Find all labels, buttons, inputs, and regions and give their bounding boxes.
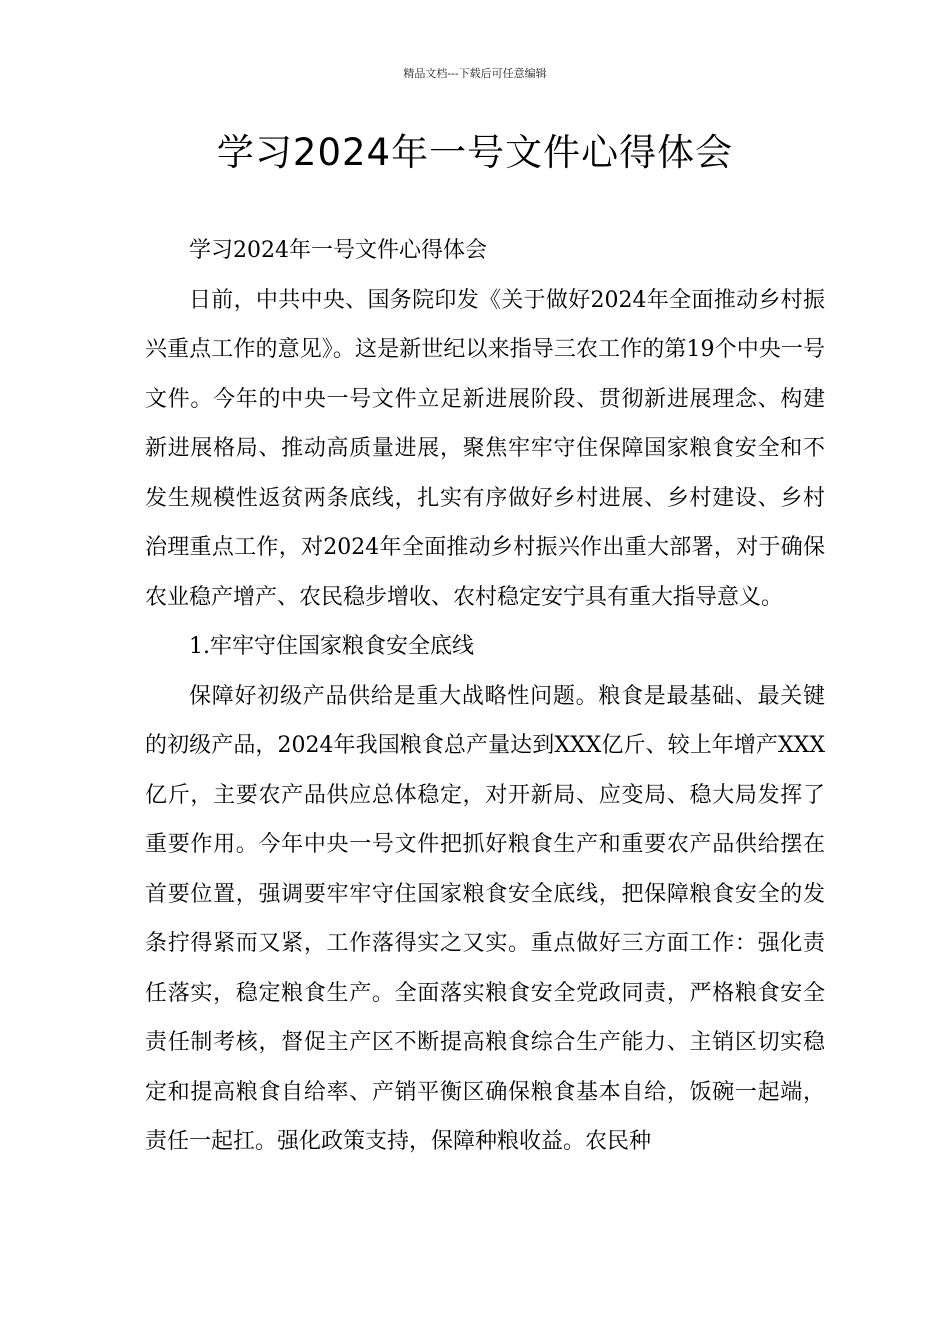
paragraph-section-1: 保障好初级产品供给是重大战略性问题。粮食是最基础、最关键的初级产品，2024年我国粮食总产量达到XXX亿斤、较上年增产XXX亿斤，主要农产品供应总体稳定，对开新局、应变局、稳大局发挥了重要作用。今年中央一号文件把抓好粮食生产和重要农产品供给摆在首要位置，强调要牢牢守住国家粮食安全底线，把保障粮食安全的发条拧得紧而又紧，工作落得实之又实。重点做好三方面工作：强化责任落实，稳定粮食生产。全面落实粮食安全党政同责，严格粮食安全责任制考核，督促主产区不断提高粮食综合生产能力、主销区切实稳定和提高粮食自给率、产销平衡区确保粮食基本自给，饭碗一起端，责任一起扛。强化政策支持，保障种粮收益。农民种 (145, 683, 825, 1154)
header-note: 精品文档---下载后可任意编辑 (403, 67, 547, 80)
paragraph-subtitle: 学习2024年一号文件心得体会 (189, 238, 487, 263)
document-body (145, 226, 825, 1167)
section-heading: 1.牢牢守住国家粮食安全底线 (189, 634, 474, 659)
document-title: 学习2024年一号文件心得体会 (216, 131, 734, 174)
paragraph-intro: 日前，中共中央、国务院印发《关于做好2024年全面推动乡村振兴重点工作的意见》。这是新世纪以来指导三农工作的第19个中央一号文件。今年的中央一号文件立足新进展阶段、贯彻新进展理念、构建新进展格局、推动高质量进展，聚焦牢牢守住保障国家粮食安全和不发生规模性返贫两条底线，扎实有序做好乡村进展、乡村建设、乡村治理重点工作，对2024年全面推动乡村振兴作出重大部署，对于确保农业稳产增产、农民稳步增收、农村稳定安宁具有重大指导意义。 (145, 287, 825, 610)
